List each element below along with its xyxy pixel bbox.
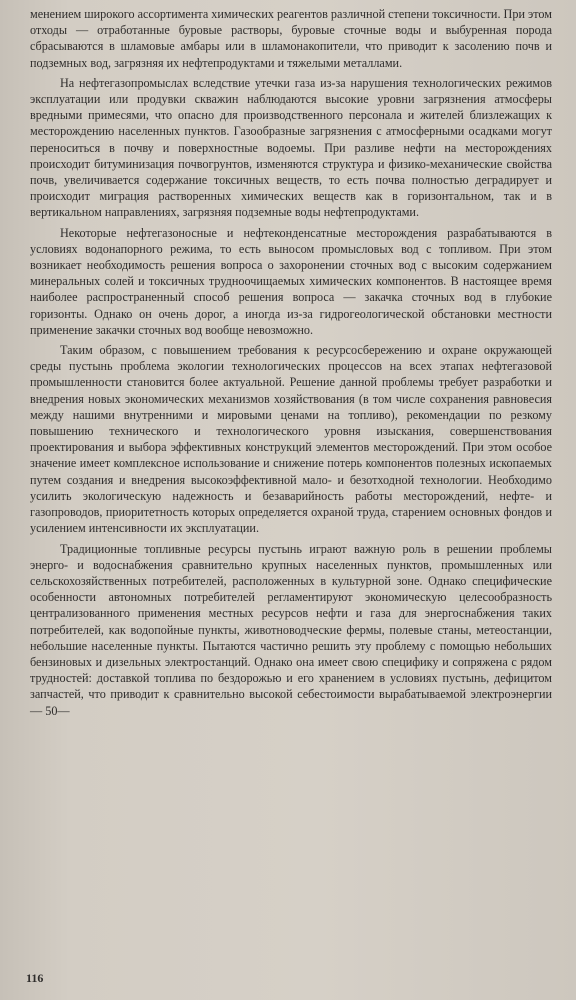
page-number: 116 — [26, 971, 44, 985]
paragraph-4: Таким образом, с повышением требования к ресурсосбережению и охране окружающей среды пустынь проблема экологии технологических процессов на всех этапах нефтегазовой промышленности становится более актуальной. Решение данной проблемы требует разработки и внедрения новых экономических механизмов хозяйствования (в том числе сохранения равновесия между нашими внутренними и мировыми ценами на топливо), рекомендации по резкому повышению технического и технологического уровня изыскания, совершенствования проектирования и выбора эффективных конструкций элементов месторождений. При этом особое значение имеет комплексное использование и снижение потерь компонентов полезных ископаемых путем создания и внедрения высокоэффективной мало- и безотходной технологии. Необходимо усилить экологическую надежность и безаварийность работы месторождений, нефте- и газопроводов, приоритетность которых определяется охраной труда, старением основных фондов и усилением интенсивности их эксплуатации. — [30, 343, 552, 536]
paragraph-1: менением широкого ассортимента химических реагентов различной степени токсичности. При этом отходы — отработанные буровые растворы, буровые сточные воды и выбуренная порода сбрасываются в шламовые амбары или в шламонакопители, что приводит к засолению почв и подземных вод, загрязняя их нефтепродуктами и тяжелыми металлами. — [30, 7, 552, 70]
paragraph-2: На нефтегазопромыслах вследствие утечки газа из-за нарушения технологических режимов эксплуатации или продувки скважин наблюдаются высокие уровни загрязнения атмосферы вредными примесями, что опасно для производственного персонала и жителей близлежащих к месторождению населенных пунктов. Газообразные загрязнения с атмосферными осадками могут переноситься в почву и поверхностные водоемы. При разливе нефти на месторождениях происходит битуминизация почвогрунтов, изменяются структура и физико-механические свойства почв, увеличивается содержание токсичных веществ, то есть почва полностью деградирует и происходит миграция растворенных химических веществ как в горизонтальном, так и в вертикальном направлениях, загрязняя подземные воды нефтепродуктами. — [30, 75, 552, 220]
paragraph-3: Некоторые нефтегазоносные и нефтеконденсатные месторождения разрабатываются в условиях водонапорного режима, то есть выносом промысловых вод с топливом. При этом возникает необходимость решения вопроса о захоронении сточных вод с высоким содержанием минеральных солей и токсичных трудноочищаемых химических компонентов. В настоящее время наиболее распространенный способ решения вопроса — закачка сточных вод в глубокие горизонты. Однако он очень дорог, а иногда из-за гидрогеологической обстановки местности применение закачки сточных вод вообще невозможно. — [30, 225, 552, 337]
paragraph-5: Традиционные топливные ресурсы пустынь играют важную роль в решении проблемы энерго- и водоснабжения сравнительно крупных населенных пунктов, промышленных или сельскохозяйственных потребителей, расположенных в культурной зоне. Однако специфические особенности автономных потребителей регламентируют экономическую целесообразность централизованного применения местных ресурсов нефти и газа для энергоснабжения таких потребителей, как водопойные пункты, животноводческие фермы, полевые станы, метеостанции, небольшие населенные пункты. Пытаются частично решить эту проблему с помощью небольших бензиновых и дизельных электростанций. Однако она имеет свою специфику и сопряжена с рядом трудностей: доставкой топлива по бездорожью и его хранением в условиях пустынь, дефицитом запчастей, что приводит к сравнительно высокой себестоимости вырабатываемой электроэнергии — 50— — [30, 541, 552, 718]
